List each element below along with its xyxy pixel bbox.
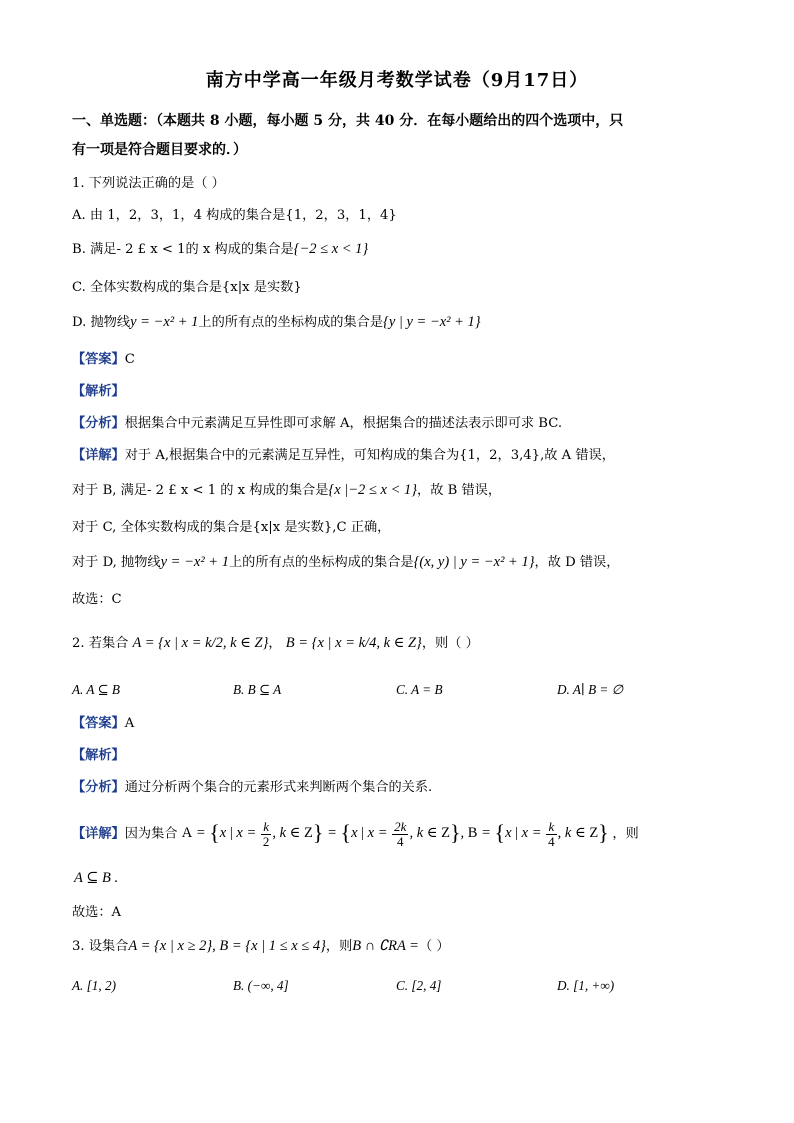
q1-option-b-set: {−2 ≤ x < 1} <box>293 241 369 257</box>
q1-option-d-curve: y = −x² + 1 <box>130 314 199 330</box>
section-heading-line1: 一、单选题：（本题共 8 小题，每小题 5 分，共 40 分．在每小题给出的四个选项中，只 <box>72 113 624 129</box>
q2-set-b: B = {x | x = k/4, k ∈ Z} <box>285 635 422 651</box>
q1-detail-2-set: {x |−2 ≤ x < 1} <box>328 482 418 498</box>
q2-option-c: C. A = B <box>396 682 443 697</box>
q1-conclusion: 故选：C <box>72 592 122 607</box>
q1-option-c: C. 全体实数构成的集合是{x|x 是实数} <box>72 280 302 295</box>
q1-option-b <box>72 238 368 258</box>
q1-detail-4-suffix: ，故 D 错误， <box>534 555 620 570</box>
q2-stem-prefix: 2. 若集合 <box>72 636 129 651</box>
q3-stem-mid: ，则 <box>325 939 353 954</box>
answer-label: 【答案】 <box>72 352 125 367</box>
detail-label: 【详解】 <box>72 448 125 463</box>
q2-detail-formula: A = {x | x = $\frac{k}{2}$ , k ∈ Z} = {x | x = $\frac{2k}{4}$ , k ∈ Z}, B = {x | x = $\frac{k}{4}$ , k ∈ Z} <box>181 819 609 849</box>
q1-detail-4-curve: y = −x² + 1 <box>160 554 229 570</box>
q1-answer <box>72 348 135 367</box>
q2-fenxi-text: 通过分析两个集合的元素形式来判断两个集合的关系. <box>124 780 433 795</box>
q3-option-a: A. [1, 2) <box>72 978 116 993</box>
q2-set-a: A = {x | x = k/2, k ∈ Z} <box>132 635 269 651</box>
q2-option-a: A. A ⊆ B <box>72 682 120 697</box>
fenxi-label: 【分析】 <box>72 780 125 795</box>
q2-detail-result: A ⊆ B . <box>74 870 119 886</box>
q1-fenxi <box>72 412 562 431</box>
fraction: $\frac{k}{4}$ <box>548 819 555 849</box>
q2-analysis-label: 【解析】 <box>72 748 125 763</box>
detail-label: 【详解】 <box>72 826 125 842</box>
q1-option-d-prefix: D. 抛物线 <box>72 315 131 330</box>
q1-detail-4 <box>72 551 619 571</box>
fenxi-label: 【分析】 <box>72 416 125 431</box>
answer-label: 【答案】 <box>72 716 125 731</box>
page-title: 南方中学高一年级月考数学试卷（9月17日） <box>205 70 589 91</box>
q1-detail-2 <box>72 479 501 499</box>
q1-detail-2-prefix: 对于 B, 满足- 2 £ x < 1 的 x 构成的集合是 <box>72 483 329 498</box>
q3-expression: B ∩ ∁RA = <box>352 938 419 954</box>
q1-stem: 1. 下列说法正确的是（ ） <box>72 176 225 191</box>
q2-detail <box>72 820 639 848</box>
q1-option-b-prefix: B. 满足- 2 £ x < 1 <box>72 242 186 257</box>
q3-option-c: C. [2, 4] <box>396 978 442 993</box>
section-heading-line2: 有一项是符合题目要求的．） <box>72 142 247 158</box>
q2-detail-suffix: ，则 <box>612 826 639 842</box>
q2-fenxi <box>72 776 432 795</box>
q2-answer <box>72 712 134 731</box>
q3-stem <box>72 935 450 955</box>
q1-answer-value: C <box>124 352 135 367</box>
q2-option-d: D. A∣ B = ∅ <box>557 682 624 697</box>
q1-analysis-label: 【解析】 <box>72 384 125 399</box>
q1-detail-4-prefix: 对于 D, 抛物线 <box>72 555 161 570</box>
q2-conclusion: 故选：A <box>72 905 122 920</box>
q3-option-d: D. [1, +∞) <box>557 978 615 993</box>
q3-stem-suffix: （ ） <box>418 939 450 954</box>
q2-stem: 2. 若集合 A = {x | x = k/2, k ∈ Z}， B = {x | x = k/4, k ∈ Z}，则（ ） <box>72 635 479 651</box>
q1-option-d-mid: 上的所有点的坐标构成的集合是 <box>198 315 384 330</box>
q1-option-d <box>72 311 481 331</box>
q1-detail-2-suffix: ，故 B 错误， <box>417 483 502 498</box>
q1-fenxi-text: 根据集合中元素满足互异性即可求解 A，根据集合的描述法表示即可求 BC. <box>124 416 563 431</box>
q1-option-a: A. 由 1，2，3，1，4 构成的集合是{1，2，3，1，4} <box>72 208 397 223</box>
fraction: $\frac{k}{2}$ <box>262 819 270 849</box>
q1-detail-1-text: 对于 A,根据集合中的元素满足互异性，可知构成的集合为{1，2，3,4},故 A 错误， <box>124 448 615 463</box>
q3-stem-prefix: 3. 设集合 <box>72 939 129 954</box>
q3-sets: A = {x | x ≥ 2}, B = {x | 1 ≤ x ≤ 4} <box>128 938 326 954</box>
q1-detail-1 <box>72 444 615 463</box>
fraction: $\frac{2k}{4}$ <box>394 819 407 849</box>
q2-stem-suffix: ，则（ ） <box>421 636 479 651</box>
q1-detail-3: 对于 C, 全体实数构成的集合是{x|x 是实数},C 正确， <box>72 520 391 535</box>
q1-detail-4-set: {(x, y) | y = −x² + 1} <box>413 554 535 570</box>
q1-option-d-set: {y | y = −x² + 1} <box>383 314 481 330</box>
q2-detail-prefix: 因为集合 <box>124 826 178 842</box>
q1-detail-4-mid: 上的所有点的坐标构成的集合是 <box>228 555 414 570</box>
q1-option-b-mid: 的 x 构成的集合是 <box>185 242 294 257</box>
q2-answer-value: A <box>124 716 135 731</box>
q2-option-b: B. B ⊆ A <box>233 682 282 697</box>
q3-option-b: B. (−∞, 4] <box>233 978 289 993</box>
